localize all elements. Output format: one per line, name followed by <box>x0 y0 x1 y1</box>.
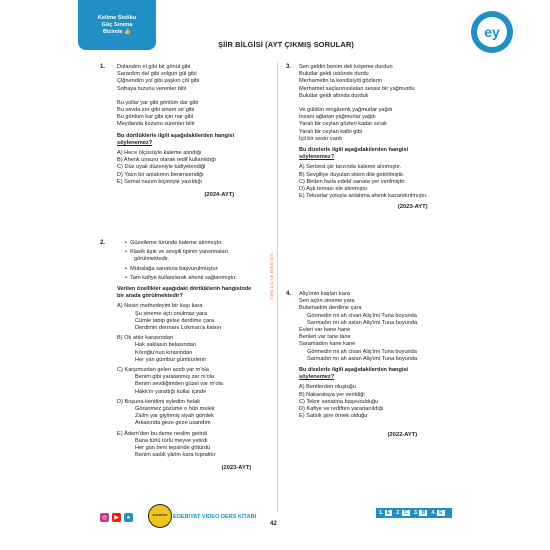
answer-number: 2. <box>396 510 401 516</box>
poem-line: İçli bir sesin vardı <box>299 135 343 142</box>
side-label: TÜRK DİLİ VE EDEBİYATI <box>270 253 274 300</box>
option[interactable]: D) Yalın bir anlatımın benimsendiği <box>117 171 204 178</box>
option[interactable]: A) Hece ölçüsüyle kaleme alındığı <box>117 150 202 157</box>
option[interactable]: B) Nakarataya yer verildiği <box>299 391 365 398</box>
question-3 <box>286 64 461 212</box>
logo-text: ey <box>484 24 500 40</box>
badge-line: Güç Sınıma <box>101 21 133 28</box>
poem-line: Bulutlar geldi altında durduk <box>299 92 369 99</box>
bullet-text: Güzelleme türünde kaleme alınmıştır. <box>130 240 223 246</box>
poem-line: Merhametin ta kendisiydi gözlerin <box>299 78 383 85</box>
question-number: 2. <box>100 240 106 246</box>
answer-letter: E <box>439 510 443 516</box>
exam-year: (2023-AYT) <box>397 204 428 211</box>
poem-line: Sarardım dal gibi solgun gül gibi <box>117 71 197 78</box>
answer-number: 4. <box>431 510 437 516</box>
poem-line: Saramadım kane kane <box>299 341 356 348</box>
page-title: ŞİİR BİLGİSİ (AYT ÇIKMIŞ SORULAR) <box>218 40 354 49</box>
option[interactable]: B) Sevgiliye duyulan sitem dile getirilmiştir. <box>299 171 405 178</box>
option-line: Şu sineme açtı onulmaz yara <box>135 310 208 317</box>
answer-item <box>431 510 444 516</box>
option-line: Benim sevdiğimden güzel var m'ola <box>135 381 223 388</box>
question-number: 3. <box>286 64 292 70</box>
poem-line: Sen geldin benim deli köşeme durdun <box>299 64 393 70</box>
option[interactable]: E) Tekrarlar yoluyla anlatıma ahenk kazandırılmıştır. <box>299 193 428 200</box>
social-icons <box>100 513 133 522</box>
poem-line: Merhamet saçlarınııslatan sessiz bir yağmurdu <box>299 85 415 92</box>
book-badge: EDEBİYAT <box>148 504 172 528</box>
option-line: Arkasında geze geze usandım <box>135 420 211 427</box>
book-title: EDEBİYAT VİDEO DERS KİTABI <box>173 514 257 520</box>
option[interactable]: C) Birden fazla edebî sanata yer verilmiştir. <box>299 178 406 185</box>
poem-line: Yaralı bir ceylan gözleri kadar sıcak <box>299 121 387 128</box>
badge-line: Kelime Sistiku <box>97 14 137 21</box>
youtube-icon[interactable]: ▶ <box>112 513 121 522</box>
publisher-logo-icon <box>468 8 516 56</box>
option-line: Derdimin dermanı Lokman'a kalsın <box>135 325 222 332</box>
exam-year: (2024-AYT) <box>204 192 235 199</box>
question-number: 1. <box>100 64 106 70</box>
question-text-underlined: söylenemez? <box>299 154 335 161</box>
poem-line: Bu gönlüm kar gibi için nar gibi <box>117 114 194 121</box>
option[interactable]: E) Semai nazım biçimiyle yazıldığı <box>117 178 203 185</box>
option[interactable]: E) Âdem'den bu deme neslim getirdi <box>117 430 207 437</box>
question-text-underlined: söylenemez? <box>117 139 153 146</box>
badge-line: Bizimle 👍 <box>102 28 132 35</box>
question-text: Bu dizelerle ilgili aşağıdakilerden hangisi <box>299 147 409 154</box>
poem-line: Görmedin mi ah civan Aliş'imi Tuna boyunda <box>307 348 417 355</box>
poem-line: Evleri var hane hane <box>299 327 351 334</box>
option-line: Cümle tabip gelse derdime çara <box>135 317 214 324</box>
option[interactable]: A) Nesin methedeyim bir kaşı kara <box>117 303 203 310</box>
option[interactable]: D) Boşuna kendimi eyledim helak <box>117 398 201 405</box>
option-line: Her gün beni tepsinde götürdü <box>135 445 211 452</box>
answer-letter: B <box>421 510 426 516</box>
poem-line: Sen açtın sineme yara <box>299 298 355 305</box>
option[interactable]: C) Düz uyak düzeniyle kafiyelendiği <box>117 164 206 171</box>
option[interactable]: D) Kafiye ve rediften yararlanıldığı <box>299 406 384 413</box>
option-line: Her yan gümbür gümbürlenir <box>135 356 207 363</box>
question-text: Verilen özellikler aşağıdaki dörtlüklerin hangisinde <box>117 286 252 293</box>
question-1 <box>100 64 272 199</box>
option[interactable]: C) Karşımızdan gelen aceb yar m'ola <box>117 367 209 374</box>
bullet-item: • Güzelleme türünde kaleme alınmıştır. <box>125 240 223 246</box>
page-number: 42 <box>270 521 277 527</box>
option[interactable]: E) Satirik şiire örnek olduğu <box>299 413 368 420</box>
bullet-text: Tam kafiye kullanılarak ahenk sağlanmıştır. <box>130 274 237 281</box>
bullet-item: • Mübalağa sanatına başvurulmuştur. <box>125 265 219 272</box>
poem-line: Bulamadım derdime çara <box>299 305 362 312</box>
option-line: Benim sadık yârim kara topraktır <box>135 452 216 459</box>
bullet-text: görülmektedir. <box>134 256 170 263</box>
option[interactable]: B) Ok atılır karasından <box>117 335 173 342</box>
header-badge <box>78 0 156 50</box>
option-line: Köroğlu'nun kırasından <box>135 349 193 356</box>
exam-year: (2022-AYT) <box>387 432 418 439</box>
poem-line: Ve güldün rengârenk yağmurlar yağdı <box>299 107 393 114</box>
question-2 <box>100 240 272 473</box>
poem-line: Aliş'imin kaşları kara <box>299 291 350 297</box>
answer-key <box>376 508 452 518</box>
answer-letter: C <box>403 510 408 516</box>
bullet-text: Mübalağa sanatına başvurulmuştur. <box>130 265 219 272</box>
option-line: Hak saklasın belasından <box>135 342 196 349</box>
option[interactable]: C) Tekrir sanatına başvurulduğu <box>299 398 379 405</box>
option[interactable]: A) Serbest şiir tarzında kaleme alınmıştır. <box>299 164 402 171</box>
web-icon[interactable]: ● <box>124 513 133 522</box>
poem-line: Sofraya tuzunu verenler bilir <box>117 85 187 92</box>
question-text: Bu dörtlüklerle ilgili aşağıdakilerden hangisi <box>117 132 235 139</box>
option[interactable]: B) Ahenk unsuru olarak redif kullanıldığı <box>117 157 216 164</box>
answer-item <box>396 510 410 516</box>
instagram-icon[interactable]: ◎ <box>101 515 108 521</box>
option-line: Hakk'ın yarattığı kullar içinde <box>135 388 207 395</box>
answer-letter: E <box>386 510 391 516</box>
option[interactable]: A) Bentlerden oluştuğu <box>299 384 356 391</box>
question-text: bir arada görülmektedir? <box>117 293 183 300</box>
question-text: Bu dizelerle ilgili aşağıdakilerden hangisi <box>299 367 409 374</box>
question-number: 4. <box>286 291 292 297</box>
poem-line: Bu yollar yar gibi gönlüm dar gibi <box>117 99 199 106</box>
bullet-item: • Klasik âşık ve sevgili tipinin yansımaları <box>125 249 229 256</box>
bullet-text: Klasik âşık ve sevgili tipinin yansımaları <box>130 249 229 256</box>
option[interactable]: D) Aşk teması ele alınmıştır. <box>299 186 369 193</box>
poem-line: Sarmadın mı ah aslan Aliş'imi Tuna boyunda <box>307 355 418 362</box>
answer-number: 3. <box>413 510 419 516</box>
poem-line: Bu sevda zor gibi sinem sır gibi <box>117 107 195 114</box>
poem-line: Benleri var tane tane <box>299 334 351 341</box>
option-line: Zalim yar giyinmiş siyah gömlek <box>135 413 214 420</box>
poem-line: Sarmadın mı ah aslan Aliş'imi Tuna boyunda <box>307 319 418 326</box>
bullet-item: • Tam kafiye kullanılarak ahenk sağlanmıştır. <box>125 274 237 281</box>
option-line: Benim gibi yaralanmış zar m'ola <box>135 374 215 381</box>
poem-line: İnsanı ağlatan yağmurlar yağdı <box>299 114 376 121</box>
poem-line: Meydanda kozunu sürenler bilir <box>117 121 195 128</box>
poem-line: Çiğnendim yol gibi şaşkın çöl gibi <box>117 78 200 85</box>
option-line: Görünmez gözüme o hûri melek <box>135 406 215 413</box>
option-line: Bana türlü türlü meyve yetirdi <box>135 437 208 444</box>
exam-year: (2023-AYT) <box>221 465 252 472</box>
answer-item <box>414 510 428 516</box>
answer-item <box>379 510 392 516</box>
poem-line: Görmedin mi ah civan Aliş'imi Tuna boyunda <box>307 312 417 319</box>
question-text-underlined: söylenemez? <box>299 374 335 381</box>
poem-line: Dolandım el gibi bir gönül gibi <box>117 64 191 70</box>
poem-line: Yaralı bir ceylan kalbi gibi <box>299 128 363 135</box>
answer-number: 1. <box>379 510 384 516</box>
question-4 <box>286 291 461 440</box>
column-divider <box>277 62 278 512</box>
poem-line: Bulutlar geldi üstünde durdu <box>299 71 369 78</box>
